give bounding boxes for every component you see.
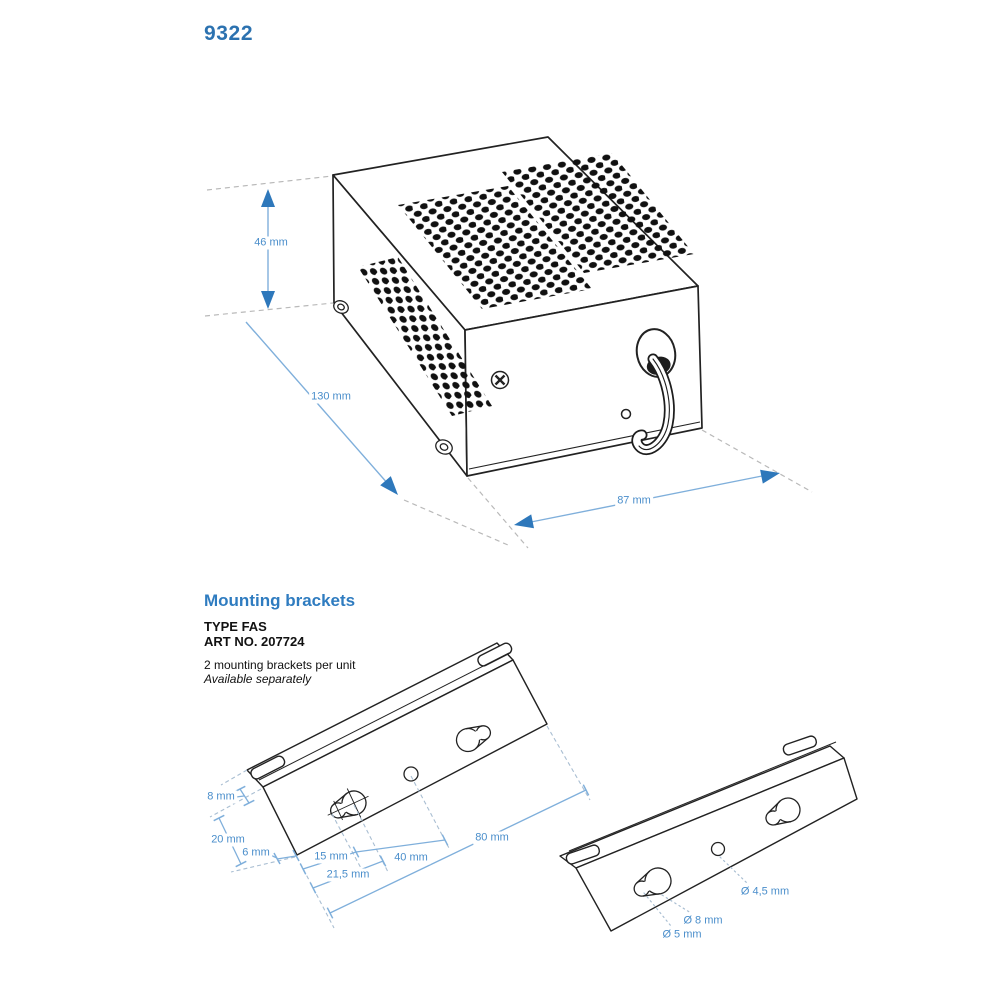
- front-indicator-hole: [622, 410, 631, 419]
- bracket-rear-drawing: [560, 735, 857, 931]
- bracket-keyhole-small-dia-label: Ø 5 mm: [662, 928, 702, 941]
- bracket-edge-offset-label: 6 mm: [242, 846, 270, 859]
- bracket-hole-center-label: 40 mm: [394, 851, 428, 864]
- bracket-slot-large-label: 21,5 mm: [326, 868, 370, 881]
- bracket-art-no: ART NO. 207724: [204, 634, 305, 649]
- unit-depth-label: 130 mm: [311, 390, 351, 403]
- bracket-keyhole-large-dia-label: Ø 8 mm: [683, 914, 723, 927]
- front-screw: [492, 372, 509, 389]
- unit-height-label: 46 mm: [254, 236, 288, 249]
- bracket-note-quantity: 2 mounting brackets per unit: [204, 658, 356, 672]
- page-title: 9322: [204, 22, 254, 45]
- arrow-down: [261, 291, 275, 309]
- bracket-center-hole-dia-label: Ø 4,5 mm: [740, 885, 790, 898]
- unit-width-label: 87 mm: [617, 494, 651, 507]
- bracket-rear-center-hole: [712, 843, 725, 856]
- bracket-slot-small-label: 15 mm: [314, 850, 348, 863]
- bracket-front-center-hole: [404, 767, 418, 781]
- bracket-plate-height-label: 20 mm: [211, 833, 245, 846]
- mounting-brackets-heading: Mounting brackets: [204, 591, 356, 610]
- bracket-flange-width-label: 8 mm: [207, 790, 235, 803]
- mounting-brackets-section: [204, 591, 355, 686]
- bracket-total-length-label: 80 mm: [475, 831, 509, 844]
- arrow-left: [514, 514, 534, 528]
- bracket-type-label: TYPE FAS: [204, 619, 267, 634]
- bracket-note-availability: Available separately: [204, 672, 312, 686]
- arrow-up: [261, 189, 275, 207]
